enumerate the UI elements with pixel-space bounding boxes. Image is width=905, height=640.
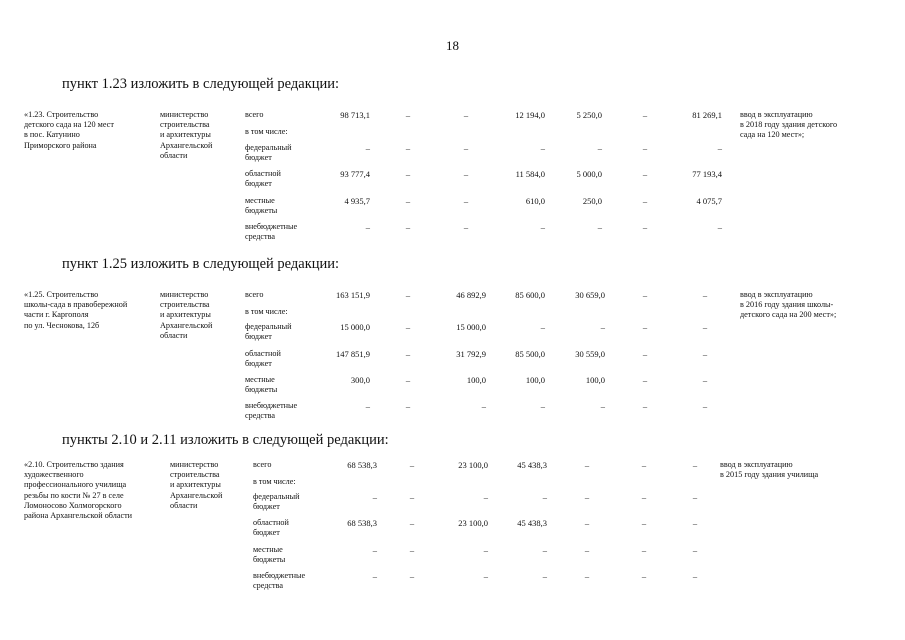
table-cell: – bbox=[463, 169, 469, 179]
table-cell: – bbox=[702, 290, 708, 300]
table-cell: – bbox=[405, 290, 411, 300]
table-cell: – bbox=[642, 110, 648, 120]
table-cell: – bbox=[702, 401, 708, 411]
table-cell: – bbox=[409, 571, 415, 581]
table-cell: 23 100,0 bbox=[458, 460, 488, 470]
table-cell: – bbox=[641, 571, 647, 581]
table-cell: – bbox=[540, 143, 545, 153]
table-cell: 15 000,0 bbox=[456, 322, 486, 332]
table-cell: – bbox=[483, 545, 488, 555]
row-label: внебюджетные средства bbox=[245, 222, 298, 242]
table-cell: – bbox=[597, 222, 602, 232]
table-cell: 98 713,1 bbox=[340, 110, 370, 120]
table-cell: – bbox=[642, 290, 648, 300]
table-cell: – bbox=[584, 571, 590, 581]
table-cell: – bbox=[584, 460, 590, 470]
row-label: всего bbox=[253, 460, 272, 469]
table-cell: – bbox=[409, 518, 415, 528]
table-cell: – bbox=[463, 110, 469, 120]
item-executor: министерство строительства и архитектуры Архангельской области bbox=[160, 290, 213, 340]
table-cell: 68 538,3 bbox=[347, 460, 377, 470]
item-name: «1.25. Строительство школы-сада в правобережной части г. Каргополя по ул. Чеснокова, 12б bbox=[24, 290, 128, 330]
item-executor: министерство строительства и архитектуры Архангельской области bbox=[170, 460, 223, 510]
row-label: местные бюджеты bbox=[253, 545, 286, 565]
table-cell: – bbox=[642, 169, 648, 179]
item-name: «2.10. Строительство здания художественного профессионального училища резьбы по кости № 27 в селе Ломоносово Холмогорского района Архангельской области bbox=[24, 460, 133, 521]
table-cell: – bbox=[542, 571, 547, 581]
table-cell: – bbox=[641, 492, 647, 502]
row-label: внебюджетные средства bbox=[245, 401, 298, 421]
table-cell: 81 269,1 bbox=[692, 110, 722, 120]
table-cell: – bbox=[692, 518, 698, 528]
table-cell: 30 659,0 bbox=[575, 290, 605, 300]
item-result: ввод в эксплуатацию в 2016 году здания школы- детского сада на 200 мест»; bbox=[740, 290, 837, 320]
row-label: местные бюджеты bbox=[245, 196, 278, 216]
item-executor: министерство строительства и архитектуры Архангельской области bbox=[160, 110, 213, 160]
table-cell: – bbox=[483, 492, 488, 502]
table-cell: 300,0 bbox=[350, 375, 370, 385]
table-cell: 68 538,3 bbox=[347, 518, 377, 528]
table-cell: – bbox=[372, 545, 377, 555]
table-cell: 77 193,4 bbox=[692, 169, 722, 179]
table-cell: 11 584,0 bbox=[515, 169, 545, 179]
table-cell: – bbox=[642, 401, 648, 411]
table-cell: – bbox=[540, 401, 545, 411]
table-cell: – bbox=[542, 492, 547, 502]
table-cell: – bbox=[692, 492, 698, 502]
table-cell: – bbox=[409, 492, 415, 502]
table-cell: – bbox=[481, 401, 486, 411]
table-cell: – bbox=[717, 143, 722, 153]
table-cell: 5 250,0 bbox=[576, 110, 602, 120]
table-cell: – bbox=[702, 375, 708, 385]
table-cell: 610,0 bbox=[525, 196, 545, 206]
table-cell: 5 000,0 bbox=[576, 169, 602, 179]
table-cell: – bbox=[600, 401, 605, 411]
table-cell: 85 600,0 bbox=[515, 290, 545, 300]
table-cell: – bbox=[405, 349, 411, 359]
table-cell: – bbox=[365, 401, 370, 411]
table-cell: – bbox=[600, 322, 605, 332]
table-cell: – bbox=[542, 545, 547, 555]
row-label: федеральный бюджет bbox=[245, 143, 292, 163]
table-cell: – bbox=[372, 571, 377, 581]
table-cell: – bbox=[405, 143, 411, 153]
table-cell: – bbox=[540, 222, 545, 232]
row-label: в том числе: bbox=[253, 477, 296, 486]
table-cell: – bbox=[692, 460, 698, 470]
table-cell: – bbox=[642, 196, 648, 206]
table-cell: 15 000,0 bbox=[340, 322, 370, 332]
table-cell: 250,0 bbox=[582, 196, 602, 206]
table-cell: – bbox=[642, 143, 648, 153]
table-cell: – bbox=[405, 169, 411, 179]
row-label: всего bbox=[245, 290, 264, 299]
table-cell: – bbox=[405, 110, 411, 120]
table-cell: – bbox=[463, 222, 469, 232]
table-cell: 45 438,3 bbox=[517, 460, 547, 470]
row-label: федеральный бюджет bbox=[253, 492, 300, 512]
table-cell: – bbox=[641, 460, 647, 470]
table-cell: – bbox=[405, 322, 411, 332]
row-label: в том числе: bbox=[245, 127, 288, 136]
table-cell: – bbox=[372, 492, 377, 502]
table-cell: 45 438,3 bbox=[517, 518, 547, 528]
table-cell: – bbox=[405, 401, 411, 411]
section-heading: пункт 1.25 изложить в следующей редакции: bbox=[62, 256, 340, 272]
table-cell: 46 892,9 bbox=[456, 290, 486, 300]
table-cell: – bbox=[717, 222, 722, 232]
table-cell: – bbox=[463, 196, 469, 206]
page-number: 18 bbox=[446, 38, 459, 53]
row-label: федеральный бюджет bbox=[245, 322, 292, 342]
row-label: внебюджетные средства bbox=[253, 571, 306, 591]
table-cell: – bbox=[483, 571, 488, 581]
table-cell: – bbox=[702, 349, 708, 359]
table-cell: 100,0 bbox=[525, 375, 545, 385]
table-cell: – bbox=[540, 322, 545, 332]
section-heading: пункт 1.23 изложить в следующей редакции: bbox=[62, 76, 340, 92]
table-cell: – bbox=[405, 196, 411, 206]
table-cell: – bbox=[409, 460, 415, 470]
table-cell: – bbox=[597, 143, 602, 153]
table-cell: – bbox=[405, 375, 411, 385]
table-cell: – bbox=[642, 322, 648, 332]
item-name: «1.23. Строительство детского сада на 120 мест в пос. Катунино Приморского района bbox=[24, 110, 114, 150]
table-cell: – bbox=[642, 349, 648, 359]
table-cell: – bbox=[641, 545, 647, 555]
table-cell: 31 792,9 bbox=[456, 349, 486, 359]
section-heading: пункты 2.10 и 2.11 изложить в следующей редакции: bbox=[62, 432, 389, 448]
table-cell: 12 194,0 bbox=[515, 110, 545, 120]
table-cell: 147 851,9 bbox=[336, 349, 370, 359]
table-cell: – bbox=[584, 492, 590, 502]
table-cell: – bbox=[463, 143, 469, 153]
table-cell: 100,0 bbox=[585, 375, 605, 385]
table-cell: – bbox=[642, 375, 648, 385]
table-cell: – bbox=[692, 571, 698, 581]
row-label: в том числе: bbox=[245, 307, 288, 316]
table-cell: 100,0 bbox=[466, 375, 486, 385]
table-cell: – bbox=[409, 545, 415, 555]
item-result: ввод в эксплуатацию в 2015 году здания училища bbox=[720, 460, 819, 480]
table-cell: – bbox=[405, 222, 411, 232]
table-cell: – bbox=[584, 518, 590, 528]
table-cell: 30 559,0 bbox=[575, 349, 605, 359]
table-cell: – bbox=[702, 322, 708, 332]
row-label: областной бюджет bbox=[253, 518, 289, 538]
table-cell: 4 935,7 bbox=[344, 196, 370, 206]
table-cell: 23 100,0 bbox=[458, 518, 488, 528]
table-cell: – bbox=[642, 222, 648, 232]
table-cell: – bbox=[584, 545, 590, 555]
table-cell: – bbox=[365, 143, 370, 153]
item-result: ввод в эксплуатацию в 2018 году здания детского сада на 120 мест»; bbox=[740, 110, 838, 140]
table-cell: 4 075,7 bbox=[696, 196, 722, 206]
table-cell: – bbox=[692, 545, 698, 555]
row-label: местные бюджеты bbox=[245, 375, 278, 395]
row-label: областной бюджет bbox=[245, 169, 281, 189]
row-label: областной бюджет bbox=[245, 349, 281, 369]
table-cell: – bbox=[641, 518, 647, 528]
row-label: всего bbox=[245, 110, 264, 119]
table-cell: – bbox=[365, 222, 370, 232]
table-cell: 163 151,9 bbox=[336, 290, 370, 300]
table-cell: 85 500,0 bbox=[515, 349, 545, 359]
table-cell: 93 777,4 bbox=[340, 169, 370, 179]
